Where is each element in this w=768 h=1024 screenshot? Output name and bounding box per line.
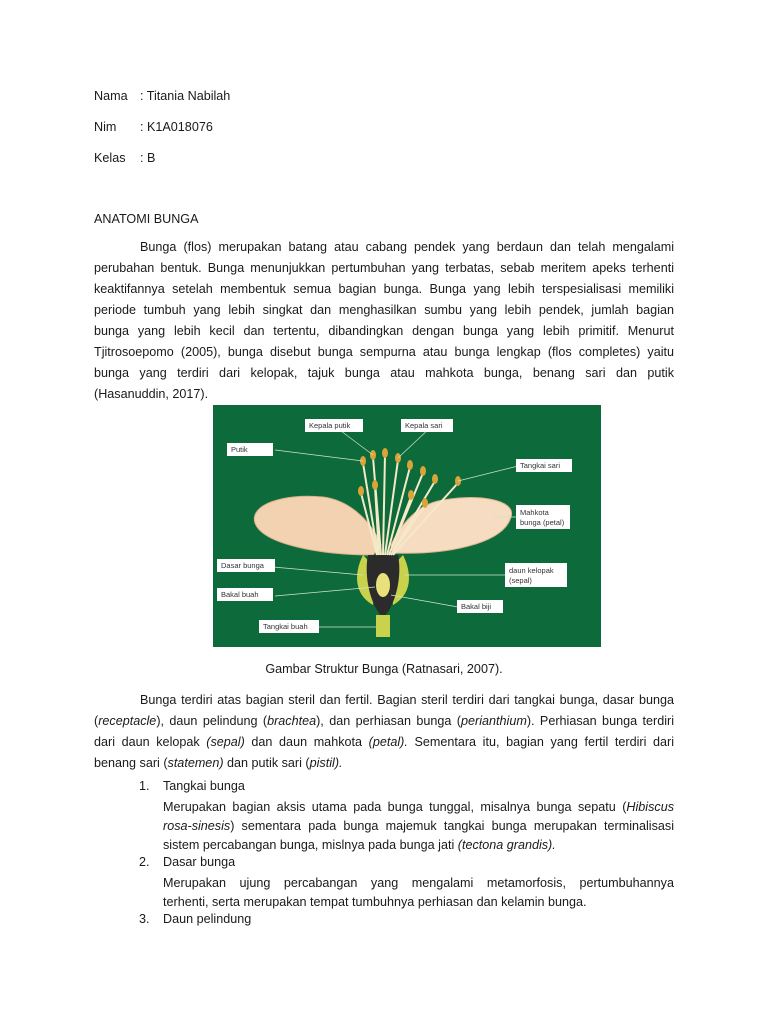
list-title: Dasar bunga — [163, 855, 236, 869]
section-heading: ANATOMI BUNGA — [94, 212, 199, 226]
list-body-line: terhenti, serta merupakan tempat tumbuhnya perhiasan dan kelamin bunga. — [163, 895, 587, 909]
nim-label: Nim — [94, 120, 117, 134]
label-bakal-buah: Bakal buah — [221, 590, 259, 599]
kelas-label: Kelas — [94, 151, 126, 165]
paragraph-line: (receptacle), daun pelindung (brachtea), dan perhiasan bunga (perianthium). Perhiasan bunga terdiri — [94, 714, 674, 728]
paragraph-line: periode tumbuh yang lebih singkat dan menghasilkan sumbu yang lebih pendek, jumlah bagian — [94, 303, 674, 317]
nim-value: : K1A018076 — [140, 120, 213, 134]
figure-caption: Gambar Struktur Bunga (Ratnasari, 2007). — [265, 662, 503, 676]
label-bakal-biji: Bakal biji — [461, 602, 492, 611]
list-number: 1. — [139, 779, 150, 793]
paragraph-line: Tjitrosoepomo (2005), bunga disebut bunga sempurna atau bunga lengkap (flos completes) yaitu — [94, 345, 674, 359]
paragraph-line: benang sari (statemen) dan putik sari (pistil). — [94, 756, 343, 770]
list-body-line: rosa-sinesis) sementara pada bunga majemuk tangkai bunga merupakan terminalisasi — [163, 819, 674, 833]
label-mahkota-line2: bunga (petal) — [520, 518, 565, 527]
paragraph-line: bunga yang lebih kecil dan tertentu, dibandingkan dengan bunga yang lebih primitif. Menurut — [94, 324, 674, 338]
paragraph-line: perubahan bentuk. Bunga menunjukkan pertumbuhan yang terbatas, sebab meritem apeks terhenti — [94, 261, 674, 275]
flower-stalk — [376, 615, 390, 637]
flower-diagram — [213, 405, 601, 647]
paragraph-line: dari daun kelopak (sepal) dan daun mahkota (petal). Sementara itu, bagian yang fertil terdiri dari — [94, 735, 675, 749]
label-kepala-sari: Kepala sari — [405, 421, 443, 430]
label-kepala-putik: Kepala putik — [309, 421, 351, 430]
label-dasar-bunga: Dasar bunga — [221, 561, 264, 570]
label-daun-kelopak-line2: (sepal) — [509, 576, 532, 585]
list-body-line: sistem percabangan bunga, mislnya pada bunga jati (tectona grandis). — [163, 838, 556, 852]
list-title: Tangkai bunga — [163, 779, 245, 793]
label-putik: Putik — [231, 445, 248, 454]
nama-label: Nama — [94, 89, 128, 103]
label-tangkai-sari: Tangkai sari — [520, 461, 561, 470]
nama-value: : Titania Nabilah — [140, 89, 231, 103]
paragraph-line: (Hasanuddin, 2017). — [94, 387, 209, 401]
paragraph-line: keaktifannya setelah membentuk semua bagian bunga. Bunga yang lebih terspesialisasi memiliki — [94, 282, 674, 296]
list-number: 2. — [139, 855, 150, 869]
list-title: Daun pelindung — [163, 912, 252, 926]
ovule — [376, 573, 390, 597]
label-mahkota-line1: Mahkota — [520, 508, 549, 517]
paragraph-intro — [94, 237, 674, 405]
label-daun-kelopak-line1: daun kelopak — [509, 566, 554, 575]
paragraph-line: Bunga terdiri atas bagian steril dan fertil. Bagian steril terdiri dari tangkai bunga, dasar bunga — [140, 693, 674, 707]
list-body-line: Merupakan bagian aksis utama pada bunga tunggal, misalnya bunga sepatu (Hibiscus — [163, 800, 674, 814]
list-body-line: Merupakan ujung percabangan yang mengalami metamorfosis, pertumbuhannya — [163, 876, 674, 890]
paragraph-parts — [94, 690, 674, 774]
list-number: 3. — [139, 912, 150, 926]
list-body — [163, 798, 674, 855]
label-tangkai-buah: Tangkai buah — [263, 622, 308, 631]
kelas-value: : B — [140, 151, 156, 165]
list-body — [163, 874, 674, 912]
paragraph-line: Bunga (flos) merupakan batang atau cabang pendek yang berdaun dan telah mengalami — [140, 240, 674, 254]
flower-structure-figure — [213, 405, 601, 647]
paragraph-line: bunga yang terdiri dari kelopak, tajuk bunga atau mahkota bunga, benang sari dan putik — [94, 366, 674, 380]
